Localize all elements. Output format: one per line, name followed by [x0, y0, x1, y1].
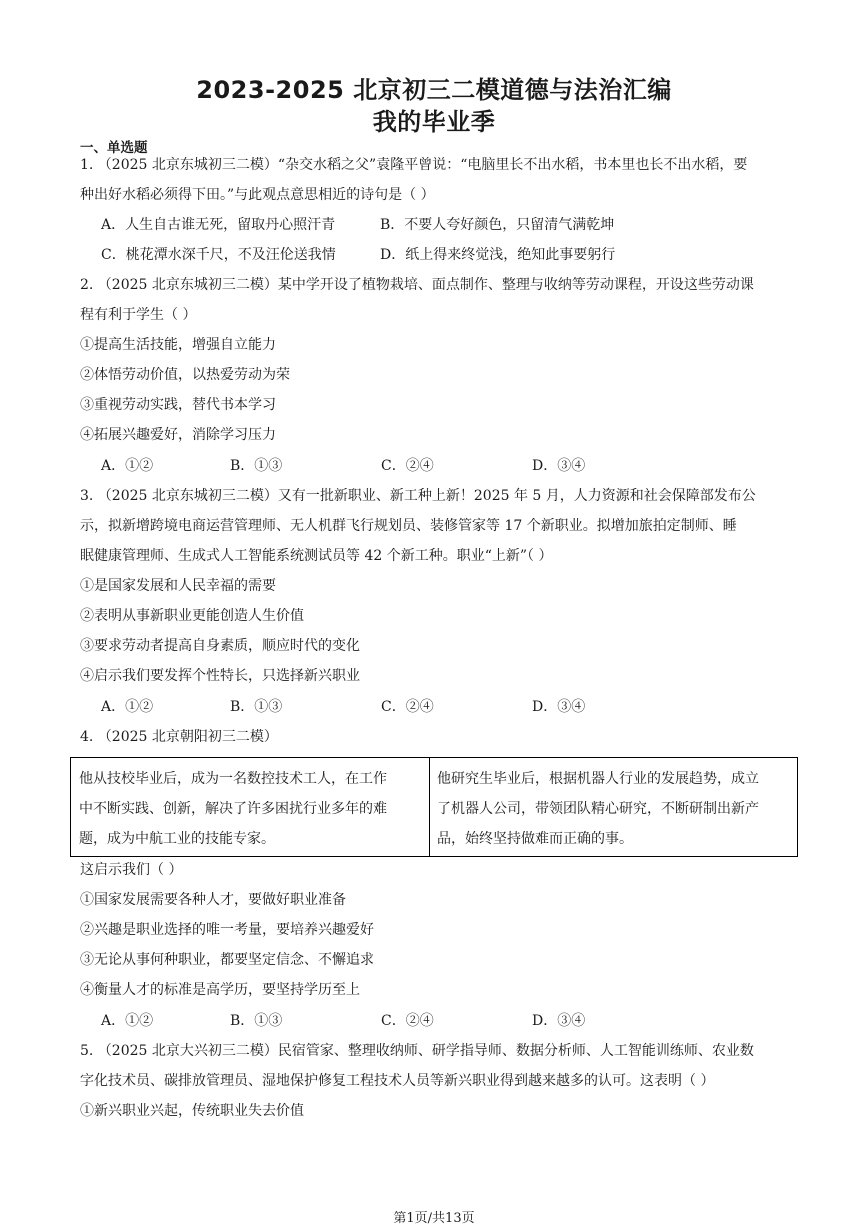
- document-subtitle: 我的毕业季: [372, 108, 496, 136]
- question-4-option-d: D．③④: [532, 1013, 586, 1029]
- document-title: 2023-2025 北京初三二模道德与法治汇编: [196, 76, 672, 104]
- question-4-table: [70, 757, 798, 857]
- question-3-option-b: B．①③: [230, 699, 283, 715]
- question-1-option-a: A．人生自古谁无死，留取丹心照汗青: [101, 217, 336, 233]
- question-3-text-cont-1: 示，拟新增跨境电商运营管理师、无人机群飞行规划员、装修管家等 17 个新职业。拟增加旅拍定制师、睡: [80, 518, 737, 534]
- question-5-text-cont: 字化技术员、碳排放管理员、湿地保护修复工程技术人员等新兴职业得到越来越多的认可。这表明（ ）: [80, 1073, 715, 1089]
- question-1-text: 1. （2025 北京东城初三二模）“杂交水稻之父”袁隆平曾说：“电脑里长不出水稻，书本里也长不出水稻，要: [80, 157, 748, 173]
- question-4-prompt: 这启示我们（ ）: [80, 862, 183, 878]
- table-cell-right-line: 品，始终坚持做难而正确的事。: [437, 831, 633, 847]
- question-3-item-4: ④启示我们要发挥个性特长，只选择新兴职业: [80, 668, 360, 684]
- table-cell-left-line: 题，成为中航工业的技能专家。: [79, 831, 275, 847]
- table-cell-right-line: 了机器人公司，带领团队精心研究，不断研制出新产: [437, 801, 759, 817]
- question-5-item-1: ①新兴职业兴起，传统职业失去价值: [80, 1103, 304, 1119]
- question-2-item-2: ②体悟劳动价值，以热爱劳动为荣: [80, 367, 290, 383]
- question-2-text-cont: 程有利于学生（ ）: [80, 307, 197, 323]
- question-3-item-1: ①是国家发展和人民幸福的需要: [80, 578, 276, 594]
- question-1-option-d: D．纸上得来终觉浅，绝知此事要躬行: [380, 247, 616, 263]
- page-footer: 第1页/共13页: [393, 1211, 475, 1226]
- question-4-option-a: A．①②: [101, 1013, 154, 1029]
- question-1-option-b: B．不要人夸好颜色，只留清气满乾坤: [380, 217, 615, 233]
- question-2-option-b: B．①③: [230, 458, 283, 474]
- question-1-text-cont: 种出好水稻必须得下田。”与此观点意思相近的诗句是（ ）: [80, 187, 435, 203]
- section-heading: 一、单选题: [80, 140, 148, 156]
- question-2-text: 2. （2025 北京东城初三二模）某中学开设了植物栽培、面点制作、整理与收纳等劳动课程，开设这些劳动课: [80, 277, 754, 293]
- question-5-text: 5. （2025 北京大兴初三二模）民宿管家、整理收纳师、研学指导师、数据分析师、人工智能训练师、农业数: [80, 1043, 754, 1059]
- question-2-option-a: A．①②: [101, 458, 154, 474]
- table-cell-right: [437, 764, 759, 854]
- question-4-item-1: ①国家发展需要各种人才，要做好职业准备: [80, 892, 346, 908]
- question-2-item-3: ③重视劳动实践，替代书本学习: [80, 397, 276, 413]
- question-3-text-cont-2: 眠健康管理师、生成式人工智能系统测试员等 42 个新工种。职业“上新”（ ）: [80, 548, 553, 564]
- question-3-option-c: C．②④: [381, 699, 434, 715]
- question-3-option-a: A．①②: [101, 699, 154, 715]
- question-1-option-c: C．桃花潭水深千尺，不及汪伦送我情: [101, 247, 336, 263]
- question-4-item-2: ②兴趣是职业选择的唯一考量，要培养兴趣爱好: [80, 922, 374, 938]
- table-cell-right-line: 他研究生毕业后，根据机器人行业的发展趋势，成立: [437, 771, 759, 787]
- question-3-item-3: ③要求劳动者提高自身素质，顺应时代的变化: [80, 638, 360, 654]
- question-2-item-4: ④拓展兴趣爱好，消除学习压力: [80, 427, 276, 443]
- table-cell-left: [79, 764, 387, 854]
- question-3-option-d: D．③④: [532, 699, 586, 715]
- question-3-text: 3. （2025 北京东城初三二模）又有一批新职业、新工种上新！2025 年 5 月，人力资源和社会保障部发布公: [80, 488, 756, 504]
- table-cell-left-line: 他从技校毕业后，成为一名数控技术工人，在工作: [79, 771, 387, 787]
- question-4-item-4: ④衡量人才的标准是高学历，要坚持学历至上: [80, 982, 360, 998]
- question-4-item-3: ③无论从事何种职业，都要坚定信念、不懈追求: [80, 952, 374, 968]
- table-cell-left-line: 中不断实践、创新，解决了许多困扰行业多年的难: [79, 801, 387, 817]
- question-2-option-c: C．②④: [381, 458, 434, 474]
- question-2-option-d: D．③④: [532, 458, 586, 474]
- question-2-item-1: ①提高生活技能，增强自立能力: [80, 337, 276, 353]
- question-4-text: 4. （2025 北京朝阳初三二模）: [80, 729, 278, 745]
- question-3-item-2: ②表明从事新职业更能创造人生价值: [80, 608, 304, 624]
- question-4-option-b: B．①③: [230, 1013, 283, 1029]
- question-4-option-c: C．②④: [381, 1013, 434, 1029]
- table-divider: [429, 758, 430, 856]
